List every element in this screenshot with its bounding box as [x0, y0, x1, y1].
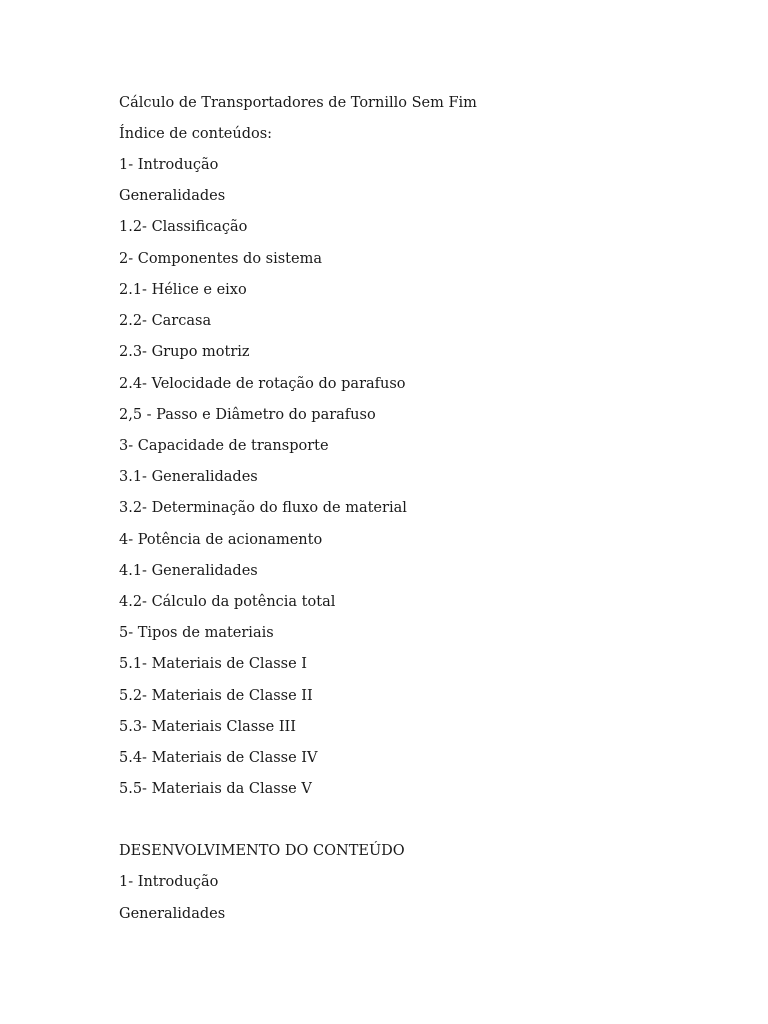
toc-item: 2.2- Carcasa — [119, 313, 212, 329]
toc-item: 2.4- Velocidade de rotação do parafuso — [119, 376, 406, 392]
toc-item: 3.1- Generalidades — [119, 469, 258, 485]
toc-item: 2- Componentes do sistema — [119, 251, 322, 267]
toc-heading: Índice de conteúdos: — [119, 126, 273, 142]
toc-item: 5.4- Materiais de Classe IV — [119, 750, 318, 766]
toc-item: 2,5 - Passo e Diâmetro do parafuso — [119, 407, 376, 423]
section-line: Generalidades — [119, 906, 226, 922]
toc-item: 1.2- Classificação — [119, 219, 248, 235]
toc-item: 5.3- Materiais Classe III — [119, 719, 297, 735]
toc-item: Generalidades — [119, 188, 226, 204]
section-line: 1- Introdução — [119, 874, 219, 890]
toc-item: 4.2- Cálculo da potência total — [119, 594, 336, 610]
toc-item: 4.1- Generalidades — [119, 563, 258, 579]
document-title: Cálculo de Transportadores de Tornillo Sem Fim — [119, 95, 477, 111]
toc-item: 5.1- Materiais de Classe I — [119, 656, 308, 672]
toc-item: 4- Potência de acionamento — [119, 532, 323, 548]
toc-item: 2.1- Hélice e eixo — [119, 282, 247, 298]
toc-item: 1- Introdução — [119, 157, 219, 173]
toc-item: 5- Tipos de materiais — [119, 625, 274, 641]
section-heading: DESENVOLVIMENTO DO CONTEÚDO — [119, 843, 405, 859]
toc-item: 5.5- Materiais da Classe V — [119, 781, 312, 797]
toc-item: 3.2- Determinação do fluxo de material — [119, 500, 407, 516]
toc-item: 3- Capacidade de transporte — [119, 438, 329, 454]
toc-item: 2.3- Grupo motriz — [119, 344, 250, 360]
toc-item: 5.2- Materiais de Classe II — [119, 688, 313, 704]
